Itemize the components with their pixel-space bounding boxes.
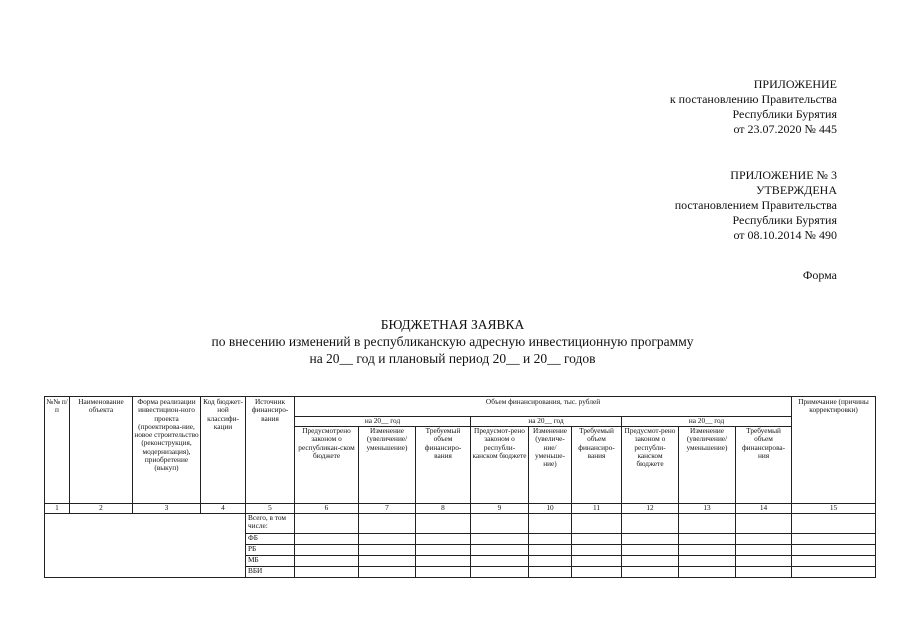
column-number: 14	[736, 504, 792, 514]
sub-header-planned: Предусмотрено законом о республикан-ском бюджете	[295, 427, 359, 504]
data-cell	[529, 556, 572, 567]
data-cell	[295, 567, 359, 578]
data-cell	[736, 514, 792, 534]
data-cell	[736, 534, 792, 545]
data-cell	[572, 545, 622, 556]
data-cell	[572, 567, 622, 578]
column-number-row	[45, 504, 876, 514]
sub-header-required: Требуемый объем финансиро-вания	[416, 427, 471, 504]
data-cell	[295, 545, 359, 556]
data-cell	[471, 514, 529, 534]
sub-header-change: Изменение (увеличение/ уменьшение)	[679, 427, 736, 504]
header-line: постановлением Правительства	[674, 198, 837, 212]
sub-header-planned: Предусмот-рено законом о республи-канском бюджете	[622, 427, 679, 504]
data-cell	[359, 545, 416, 556]
funding-source-total: Всего, в том числе:	[246, 514, 295, 534]
header-line: Республики Бурятия	[732, 107, 837, 121]
col-header-financing-volume: Объем финансирования, тыс. рублей	[295, 397, 792, 417]
column-number: 8	[416, 504, 471, 514]
data-cell	[572, 534, 622, 545]
data-cell	[736, 545, 792, 556]
document-title: БЮДЖЕТНАЯ ЗАЯВКА	[380, 317, 525, 332]
budget-request-table	[44, 396, 876, 578]
data-cell	[416, 567, 471, 578]
year-group-header: на 20__ год	[622, 417, 792, 427]
data-cell	[359, 514, 416, 534]
document-period: на 20__ год и плановый период 20__ и 20__ годов	[309, 351, 596, 366]
data-cell	[736, 556, 792, 567]
data-cell	[679, 567, 736, 578]
data-cell	[359, 534, 416, 545]
data-cell	[295, 534, 359, 545]
column-number: 12	[622, 504, 679, 514]
sub-header-change: Изменение (увеличе-ние/ уменьше-ние)	[529, 427, 572, 504]
data-cell	[679, 545, 736, 556]
data-cell	[679, 514, 736, 534]
header-line: УТВЕРЖДЕНА	[755, 183, 837, 197]
data-cell	[416, 545, 471, 556]
year-group-header: на 20__ год	[471, 417, 622, 427]
data-cell	[529, 545, 572, 556]
data-cell	[792, 534, 876, 545]
data-cell	[359, 556, 416, 567]
data-cell	[622, 514, 679, 534]
data-cell	[736, 567, 792, 578]
col-header-object-name: Наименование объекта	[70, 397, 133, 504]
funding-source-mb: МБ	[246, 556, 295, 567]
col-header-implementation-form: Форма реализации инвестицион-ного проекта (проектирова-ние, новое строительство (реконструкция, модернизация), приобретение (выкуп)	[133, 397, 201, 504]
data-cell	[792, 567, 876, 578]
approval-header-2014	[675, 168, 837, 243]
data-cell	[529, 534, 572, 545]
data-cell	[572, 514, 622, 534]
column-number: 11	[572, 504, 622, 514]
data-cell	[622, 556, 679, 567]
funding-source-rb: РБ	[246, 545, 295, 556]
column-number: 9	[471, 504, 529, 514]
data-cell	[471, 567, 529, 578]
document-subtitle: по внесению изменений в республиканскую адресную инвестиционную программу	[211, 334, 694, 349]
funding-source-fb: ФБ	[246, 534, 295, 545]
column-number: 2	[70, 504, 133, 514]
col-header-note: Примечание (причины корректировки)	[792, 397, 876, 504]
year-group-header: на 20__ год	[295, 417, 471, 427]
data-cell	[416, 556, 471, 567]
data-cell	[622, 567, 679, 578]
sub-header-planned: Предусмот-рено законом о республи-канском бюджете	[471, 427, 529, 504]
sub-header-required: Требуемый объем финансирова-ния	[736, 427, 792, 504]
column-number: 7	[359, 504, 416, 514]
table-row	[45, 514, 876, 534]
column-number: 4	[201, 504, 246, 514]
column-number: 13	[679, 504, 736, 514]
col-header-funding-source: Источник финансиро-вания	[246, 397, 295, 504]
header-line: Республики Бурятия	[732, 213, 837, 227]
funding-source-vbi: ВБИ	[246, 567, 295, 578]
data-cell	[416, 534, 471, 545]
header-line: к постановлению Правительства	[669, 92, 837, 106]
data-cell	[295, 556, 359, 567]
sub-header-required: Требуемый объем финансиро-вания	[572, 427, 622, 504]
header-line: ПРИЛОЖЕНИЕ № 3	[730, 168, 837, 182]
column-number: 5	[246, 504, 295, 514]
data-cell	[529, 514, 572, 534]
data-cell	[572, 556, 622, 567]
empty-object-cell	[45, 514, 246, 578]
form-label: Форма	[802, 268, 837, 282]
data-cell	[471, 545, 529, 556]
data-cell	[471, 534, 529, 545]
approval-header-2020	[670, 77, 837, 137]
column-number: 1	[45, 504, 70, 514]
header-line: от 08.10.2014 № 490	[733, 228, 837, 242]
column-number: 15	[792, 504, 876, 514]
data-cell	[416, 514, 471, 534]
data-cell	[622, 534, 679, 545]
data-cell	[679, 534, 736, 545]
data-cell	[471, 556, 529, 567]
col-header-number: №№ п/п	[45, 397, 70, 504]
col-header-budget-code: Код бюджет-ной классифи-кации	[201, 397, 246, 504]
sub-header-change: Изменение (увеличение/ уменьшение)	[359, 427, 416, 504]
data-cell	[792, 514, 876, 534]
column-number: 3	[133, 504, 201, 514]
data-cell	[792, 545, 876, 556]
column-number: 10	[529, 504, 572, 514]
data-cell	[792, 556, 876, 567]
data-cell	[295, 514, 359, 534]
data-cell	[622, 545, 679, 556]
data-cell	[529, 567, 572, 578]
column-number: 6	[295, 504, 359, 514]
header-line: от 23.07.2020 № 445	[733, 122, 837, 136]
data-cell	[359, 567, 416, 578]
header-line: ПРИЛОЖЕНИЕ	[753, 77, 837, 91]
data-cell	[679, 556, 736, 567]
